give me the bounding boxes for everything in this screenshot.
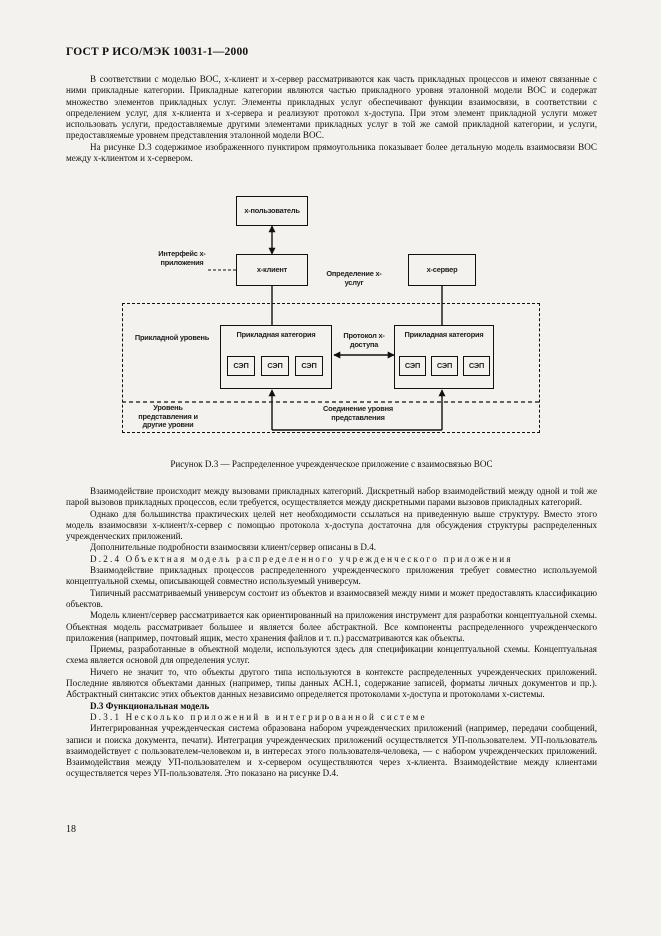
x-client-label: x-клиент [256,264,288,274]
presentation-layer-label: Уровень представления и другие уровни [138,403,198,430]
application-layer-label: Прикладной уровень [134,333,210,342]
section-heading-d24: D.2.4 Объектная модель распределенного учрежденческого приложения [90,553,513,564]
figure-caption: Рисунок D.3 — Распределенное учрежденческое приложение с взаимосвязью ВОС [170,459,493,469]
app-category-left-label: Прикладная категория [236,330,316,339]
sep-label: СЭП [233,360,249,370]
presentation-connection-label: Соединение уровня представления [323,404,393,422]
sep-label: СЭП [267,360,283,370]
paragraph-structure: Однако для большинства практических целей нет необходимости ссылаться на приведенную выше структуру. Вместо этого модель взаимосвязи x-клиент/x-сервер с помощью протокола x-доступа достаточна для обсуждения структуры распределенных учрежденческих приложений. [66,508,597,542]
paragraph-figure-ref: На рисунке D.3 содержимое изображенного пунктиром прямоугольника показывает более детальную модель взаимосвязи ВОС между x-клиентом и x-сервером. [66,141,597,164]
app-category-right-label: Прикладная категория [404,330,484,339]
service-definition-label: Определение x-услуг [326,269,382,287]
x-server-box [408,254,476,286]
x-server-label: x-сервер [426,264,458,274]
x-user-label: x-пользователь [244,205,300,215]
intro-text [66,74,597,164]
figure-d3-diagram [112,190,552,445]
app-category-left [220,325,332,389]
sep-box-left-3 [295,356,323,376]
section-heading-d31: D.3.1 Несколько приложений в интегрированной системе [90,711,427,722]
sep-box-left-2 [261,356,289,376]
paragraph-client-server-model: Модель клиент/сервер рассматривается как ориентированный на приложения инструмент для разработки концептуальной схемы. Объектная модель рассматривает большее и является более абстрактной. Все компоненты распределенного учрежденческого приложения (например, почтовый ящик, место хранения файлов и т. п.) рассматриваются как объекты. [66,610,597,643]
body-text [66,486,597,780]
document-header: ГОСТ Р ИСО/МЭК 10031-1—2000 [66,46,249,58]
sep-label: СЭП [404,360,421,370]
sep-box-left-1 [227,356,255,376]
paragraph-conceptual-schema: Взаимодействие прикладных процессов распределенного учрежденческого приложения требует совместно используемой концептуальной схемы, описывающей совместно используемый универсум. [66,565,597,587]
sep-label: СЭП [436,360,453,370]
x-user-box [236,196,308,226]
protocol-label: Протокол x-доступа [343,331,385,349]
paragraph-universe: Типичный рассматриваемый универсум состоит из объектов и взаимосвязей между ними и может предоставлять классификацию объектов. [66,587,597,609]
paragraph-osi-model: В соответствии с моделью ВОС, x-клиент и x-сервер рассматриваются как часть прикладных процессов и имеют связанные с ними прикладные категории. Прикладные категории являются частью прикладного уровня эталонной модели ВОС и содержат множество элементов прикладных услуг. Элементы прикладных услуг обеспечивают функции взаимосвязи, в соответствии с определением услуг, для x-клиента и x-сервера и реализуют протокол x-доступа. При этом элемент прикладной услуги может использовать услуги, предоставляемые другими элементами прикладных услуг в той же самой прикладной категории, и услуги, предоставляемые уровнем представления эталонной модели ВОС. [66,74,597,141]
sep-label: СЭП [468,360,485,370]
paragraph-details-ref: Дополнительные подробности взаимосвязи клиент/сервер описаны в D.4. [90,542,377,553]
paragraph-data-objects: Ничего не значит то, что объекты другого типа используются в контексте распределенных учрежденческих приложений. Последние являются объектами данных (например, типы данных АСН.1, содержание записей, форматы личных документов и пр.). Абстрактный синтаксис этих объектов данных независимо определяется протоколами x-доступа и протоколами x-системы. [66,666,597,700]
sep-box-right-2 [431,356,458,376]
interface-label: Интерфейс x-приложения [158,249,206,267]
sep-box-right-3 [463,356,490,376]
paragraph-integrated-system: Интегрированная учрежденческая система образована набором учрежденческих приложений (например, передачи сообщений, записи и поиска документа, печати). Интеграция учрежденческих приложений осуществляется УП-пользователем. УП-пользователь взаимодействует с пользователем-человеком и, в интересах этого пользователя-человека, — с набором учрежденческих приложений. Взаимодействия между УП-пользователем и x-сервером осуществляются через x-клиента. Взаимодействие между клиентами осуществляется через УП-пользователя. Это показано на рисунке D.4. [66,723,597,779]
x-client-box [236,254,308,286]
sep-box-right-1 [399,356,426,376]
section-heading-d3: D.3 Функциональная модель [90,700,210,711]
page-number: 18 [66,824,76,835]
paragraph-techniques: Приемы, разработанные в объектной модели, используются здесь для спецификации концептуальной схемы. Концептуальная схема является основой для определения услуг. [66,644,597,666]
sep-label: СЭП [301,360,317,370]
app-category-right [394,325,494,389]
paragraph-interaction: Взаимодействие происходит между вызовами прикладных категорий. Дискретный набор взаимодействий между одной и той же парой вызовов прикладных процессов, если требуется, осуществляется между дискретными парами вызовов прикладных категорий. [66,486,597,508]
